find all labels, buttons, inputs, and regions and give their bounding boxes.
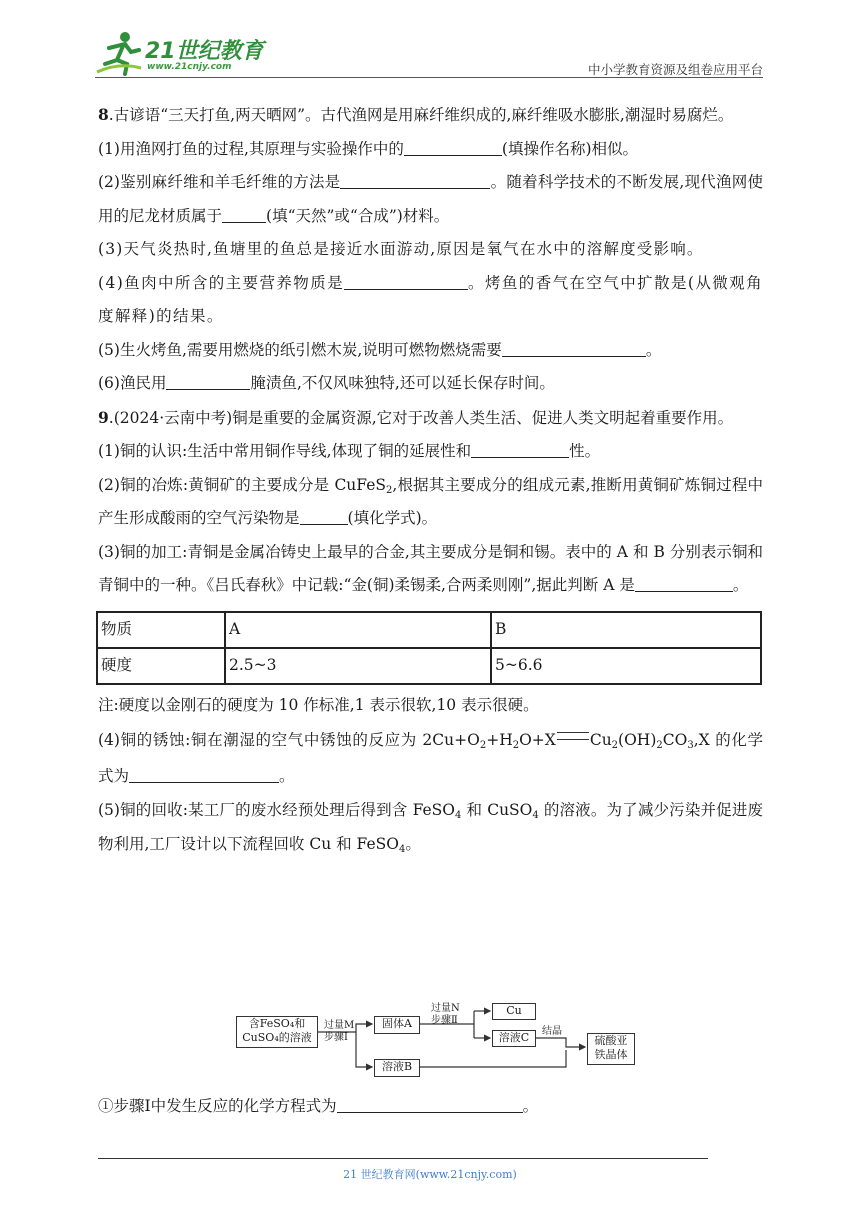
q8-part3: (3)天气炎热时,鱼塘里的鱼总是接近水面游动,原因是氧气在水中的溶解度受影响。: [98, 240, 704, 258]
equals-sign-icon: [557, 732, 589, 740]
answer-blank[interactable]: [635, 571, 733, 592]
platform-name: 中小学教育资源及组卷应用平台: [587, 62, 763, 77]
answer-blank[interactable]: [502, 336, 646, 357]
table-row: [97, 612, 761, 648]
flow-product-box: 硫酸亚 铁晶体: [587, 1033, 635, 1065]
q8-part1: (1)用渔网打鱼的过程,其原理与实验操作中的 (填操作名称)相似。: [98, 133, 763, 167]
q9-part5: (5)铜的回收:某工厂的废水经预处理后得到含 FeSO$_4$ 和 CuSO$_4$ 的溶液。为了减少污染并促进废物利用,工厂设计以下流程回收 Cu 和 FeSO$_4$。: [98, 801, 764, 855]
q9-number: 9: [98, 407, 109, 427]
answer-blank[interactable]: [404, 135, 502, 156]
q9-part3: (3)铜的加工:青铜是金属冶铸史上最早的合金,其主要成分是铜和锡。表中的 A 和 B 分别表示铜和青铜中的一种。《吕氏春秋》中记载:“金(铜)柔锡柔,合两柔则刚”,据此判断 A 是 。: [98, 542, 763, 594]
footer-divider: [98, 1158, 708, 1159]
logo-url: www.21cnjy.com: [147, 62, 232, 72]
runner-logo-icon: [95, 30, 143, 76]
flow-liquid-b-box: 溶液B: [374, 1059, 420, 1077]
answer-blank[interactable]: [337, 1092, 523, 1113]
answer-blank[interactable]: [471, 437, 569, 458]
table-row: [97, 648, 761, 684]
q9-stem: 9.(2024·云南中考)铜是重要的金属资源,它对于改善人类生活、促进人类文明起着重要作用。: [98, 407, 734, 427]
flow-label-n: 过量N 步骤Ⅱ: [431, 1003, 460, 1026]
q8-stem: 8.古谚语“三天打鱼,两天晒网”。古代渔网是用麻纤维织成的,麻纤维吸水膨胀,潮湿时易腐烂。: [98, 105, 734, 124]
table-cell: A: [225, 612, 491, 648]
q8-part6: (6)渔民用 腌渍鱼,不仅风味独特,还可以延长保存时间。: [98, 367, 763, 401]
q8-part2: (2)鉴别麻纤维和羊毛纤维的方法是 。随着科学技术的不断发展,现代渔网使用的尼龙材质属于 (填“天然”或“合成”)材料。: [98, 166, 763, 233]
table-cell: 5~6.6: [491, 648, 761, 684]
flow-solid-a-box: 固体A: [374, 1016, 420, 1034]
q9-part4: (4)铜的锈蚀:铜在潮湿的空气中锈蚀的反应为 $2Cu+O_2+H_2O+X$ $Cu_2(OH)_2CO_3,X$ 的化学式为 。: [98, 731, 763, 785]
header-divider: [95, 77, 763, 78]
q8-part5: (5)生火烤鱼,需要用燃烧的纸引燃木炭,说明可燃物燃烧需要 。: [98, 334, 763, 368]
flow-start-box: 含FeSO₄和 CuSO₄的溶液: [236, 1016, 318, 1048]
answer-blank[interactable]: [222, 202, 266, 223]
page-header: [95, 30, 763, 80]
recycling-flow-diagram: [236, 1000, 636, 1080]
footer-link[interactable]: 21 世纪教育网(www.21cnjy.com): [343, 1168, 517, 1181]
q8-part4: (4)鱼肉中所含的主要营养物质是 。烤鱼的香气在空气中扩散是(从微观角度解释)的结果。: [98, 267, 763, 334]
table-note: 注:硬度以金刚石的硬度为 10 作标准,1 表示很软,10 表示很硬。: [98, 695, 539, 714]
table-cell: 2.5~3: [225, 648, 491, 684]
logo-title: 21世纪教育: [145, 39, 264, 64]
flow-liquid-c-box: 溶液C: [492, 1030, 536, 1047]
flow-cu-box: Cu: [492, 1003, 536, 1020]
hardness-table: [96, 611, 762, 685]
flow-label-m: 过量M 步骤Ⅰ: [324, 1020, 355, 1043]
answer-blank[interactable]: [300, 504, 348, 525]
q9-part2: (2)铜的冶炼:黄铜矿的主要成分是 CuFeS$_2$,根据其主要成分的组成元素,推断用黄铜矿炼铜过程中产生形成酸雨的空气污染物是 (填化学式)。: [98, 475, 763, 527]
q9-step1: ①步骤Ⅰ中发生反应的化学方程式为 。: [98, 1090, 538, 1123]
table-cell: 物质: [97, 612, 225, 648]
table-cell: 硬度: [97, 648, 225, 684]
answer-blank[interactable]: [344, 269, 468, 290]
answer-blank[interactable]: [166, 369, 250, 390]
question-content: [98, 98, 763, 861]
table-cell: B: [491, 612, 761, 648]
q8-number: 8: [98, 105, 109, 124]
answer-blank[interactable]: [129, 762, 279, 783]
logo: [95, 30, 265, 78]
answer-blank[interactable]: [340, 168, 490, 189]
flow-label-crystal: 结晶: [542, 1026, 562, 1037]
q9-part1: (1)铜的认识:生活中常用铜作导线,体现了铜的延展性和 性。: [98, 435, 763, 469]
